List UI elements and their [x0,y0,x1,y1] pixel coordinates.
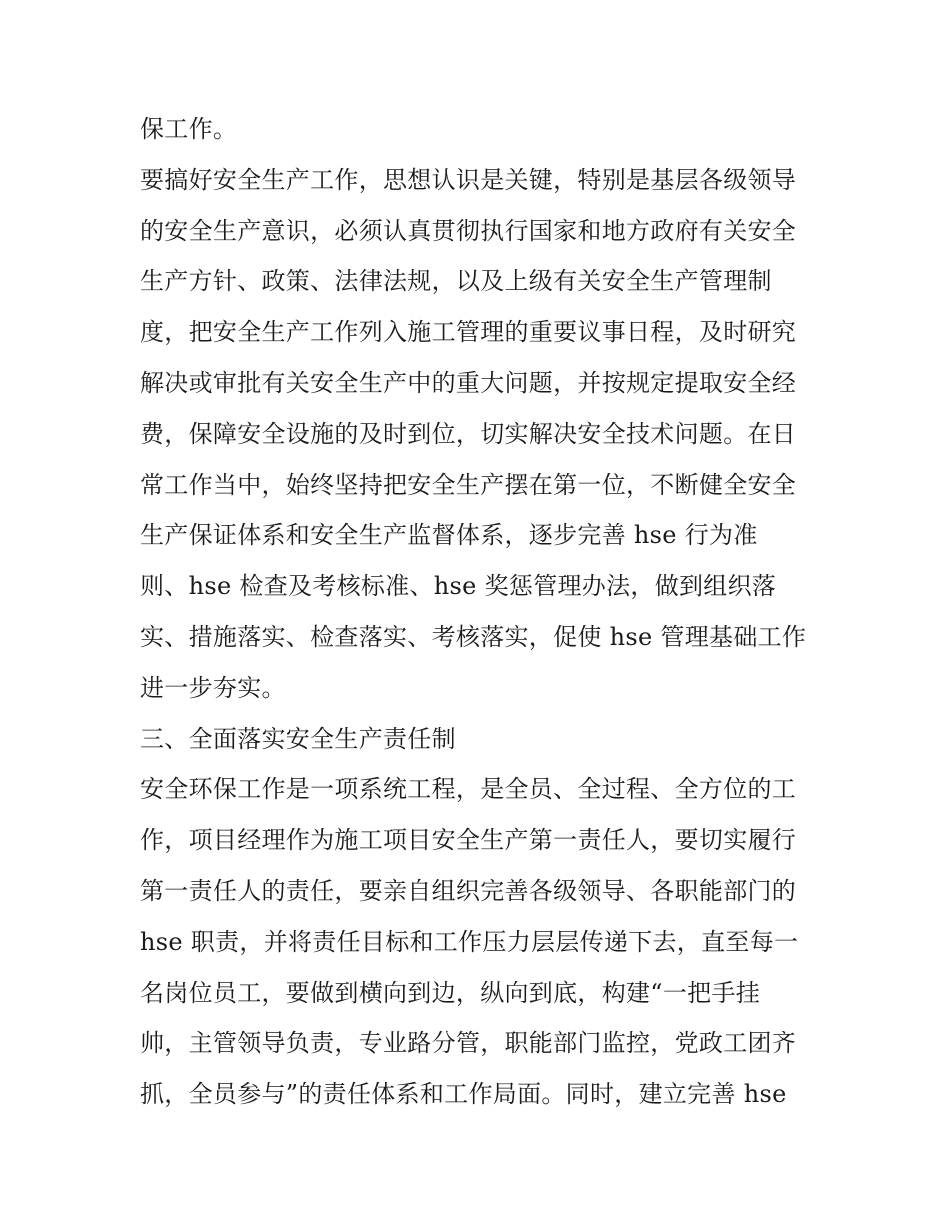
text-line: 第一责任人的责任，要亲自组织完善各级领导、各职能部门的 [140,876,797,905]
text-line: hse 职责，并将责任目标和工作压力层层传递下去，直至每一 [140,927,799,956]
body-text [140,104,820,1120]
text-line: 抓，全员参与”的责任体系和工作局面。同时，建立完善 hse [140,1080,787,1109]
text-line: 实、措施落实、检查落实、考核落实，促使 hse 管理基础工作 [140,622,807,651]
text-line: 解决或审批有关安全生产中的重大问题，并按规定提取安全经 [140,368,797,397]
text-line: 生产方针、政策、法律法规，以及上级有关安全生产管理制 [140,267,772,296]
text-line: 名岗位员工，要做到横向到边，纵向到底，构建“一把手挂 [140,978,761,1007]
text-line: 作，项目经理作为施工项目安全生产第一责任人，要切实履行 [140,826,797,855]
text-line: 度，把安全生产工作列入施工管理的重要议事日程，及时研究 [140,318,797,347]
text-line: 要搞好安全生产工作，思想认识是关键，特别是基层各级领导 [140,165,797,194]
text-line: 帅，主管领导负责，专业路分管，职能部门监控，党政工团齐 [140,1029,797,1058]
text-line: 生产保证体系和安全生产监督体系，逐步完善 hse 行为准 [140,521,758,550]
section-heading: 三、全面落实安全生产责任制 [140,724,456,753]
text-line: 安全环保工作是一项系统工程，是全员、全过程、全方位的工 [140,775,797,804]
text-line: 常工作当中，始终坚持把安全生产摆在第一位，不断健全安全 [140,470,797,499]
text-line: 保工作。 [140,115,238,143]
text-line: 进一步夯实。 [140,673,286,702]
text-line: 则、hse 检查及考核标准、hse 奖惩管理办法，做到组织落 [140,572,777,601]
text-line: 费，保障安全设施的及时到位，切实解决安全技术问题。在日 [140,419,797,448]
text-line: 的安全生产意识，必须认真贯彻执行国家和地方政府有关安全 [140,216,797,245]
